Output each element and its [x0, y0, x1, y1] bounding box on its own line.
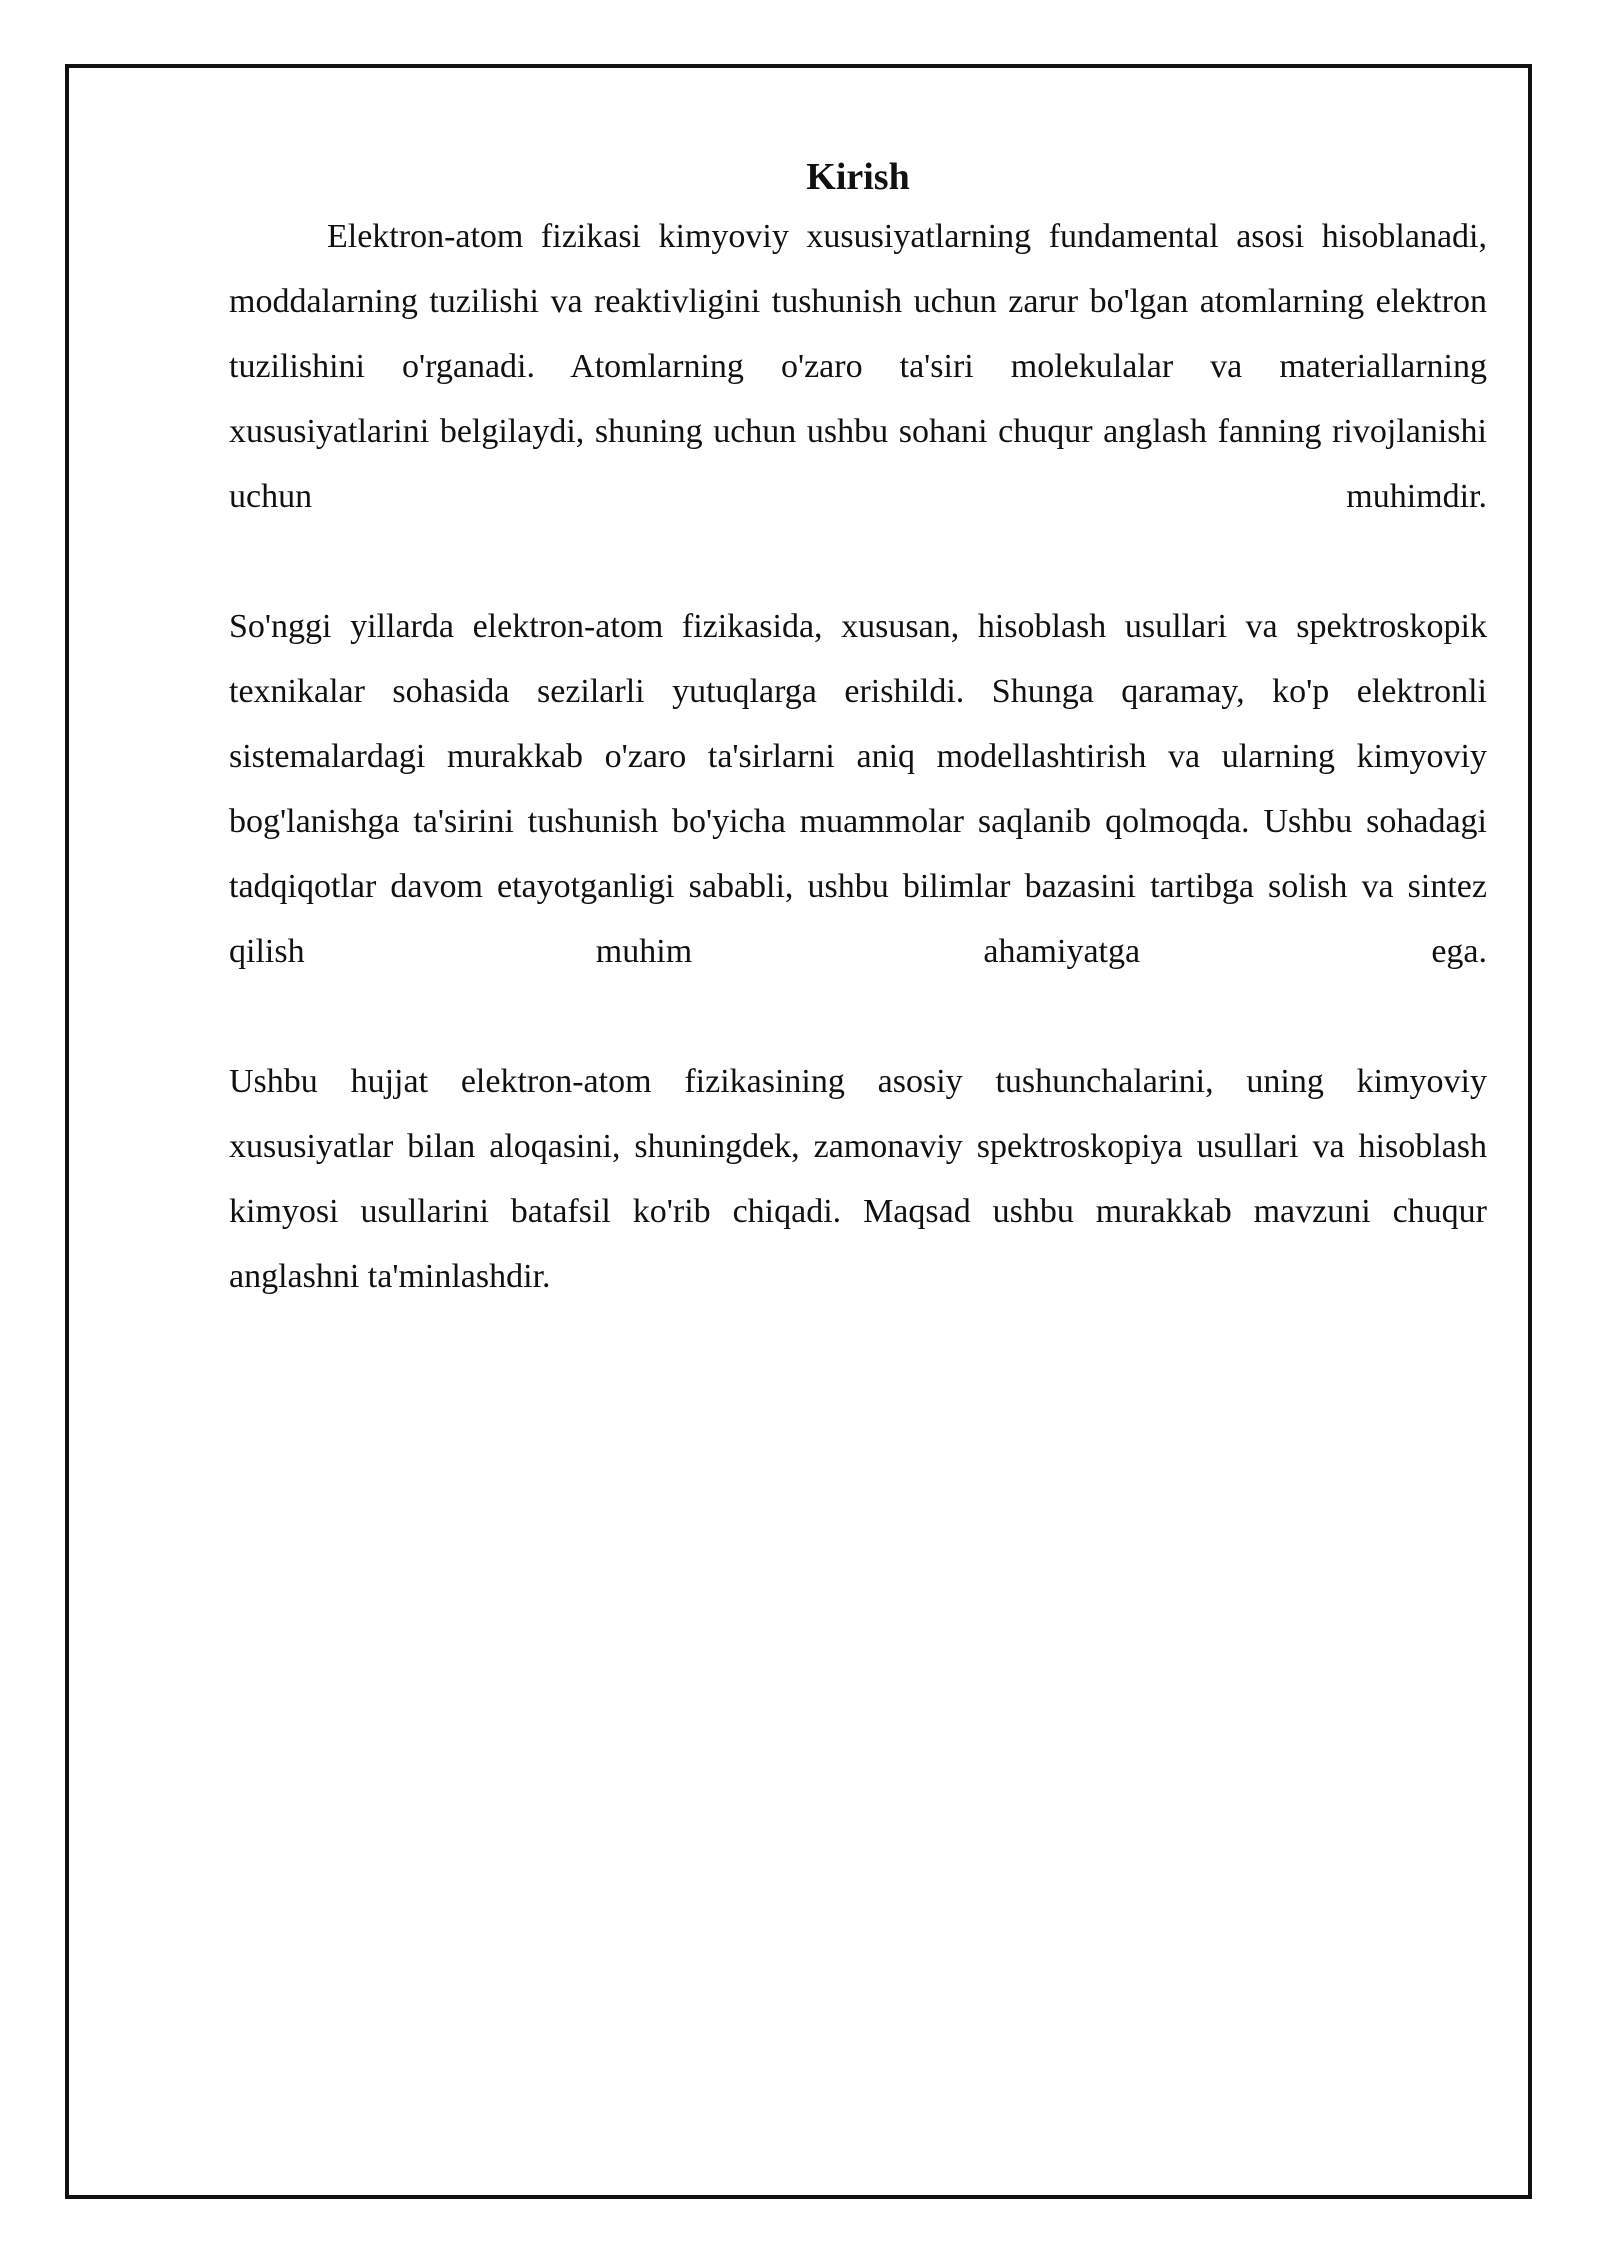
document-title: Kirish [806, 156, 910, 198]
document-body [229, 150, 1487, 1309]
paragraph-1: Elektron-atom fizikasi kimyoviy xususiyatlarning fundamental asosi hisoblanadi, moddalarning tuzilishi va reaktivligini tushunish uchun zarur bo'lgan atomlarning elektron tuzilishini o'rganadi. Atomlarning o'zaro ta'siri molekulalar va materiallarning xususiyatlarini belgilaydi, shuning uchun ushbu sohani chuqur anglash fanning rivojlanishi uchun muhimdir. [229, 218, 1487, 515]
paragraph-spacer [229, 984, 1487, 1049]
paragraph-spacer [229, 529, 1487, 594]
paragraph-2: So'nggi yillarda elektron-atom fizikasida, xususan, hisoblash usullari va spektroskopik texnikalar sohasida sezilarli yutuqlarga erishildi. Shunga qaramay, ko'p elektronli sistemalardagi murakkab o'zaro ta'sirlarni aniq modellashtirish va ularning kimyoviy bog'lanishga ta'sirini tushunish bo'yicha muammolar saqlanib qolmoqda. Ushbu sohadagi tadqiqotlar davom etayotganligi sababli, ushbu bilimlar bazasini tartibga solish va sintez qilish muhim ahamiyatga ega. [229, 608, 1487, 970]
paragraph-3: Ushbu hujjat elektron-atom fizikasining asosiy tushunchalarini, uning kimyoviy xususiyatlar bilan aloqasini, shuningdek, zamonaviy spektroskopiya usullari va hisoblash kimyosi usullarini batafsil ko'rib chiqadi. Maqsad ushbu murakkab mavzuni chuqur anglashni ta'minlashdir. [229, 1063, 1487, 1295]
